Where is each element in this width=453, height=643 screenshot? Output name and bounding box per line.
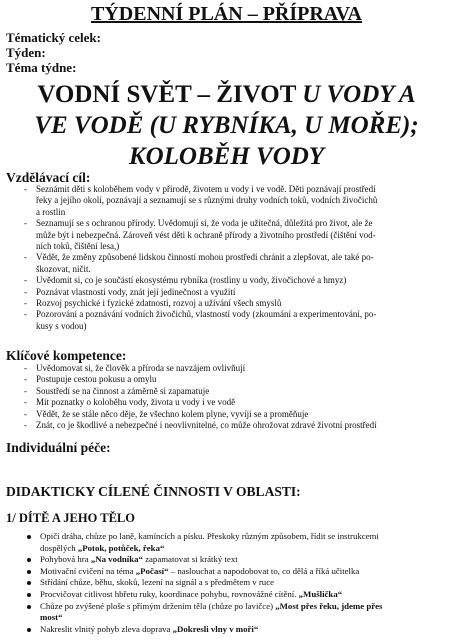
individual-care-heading: Individuální péče:: [6, 440, 111, 455]
list-item-text: Uvědomovat si, že člověk a příroda se navzájem ovlivňují: [36, 363, 246, 373]
list-item-text: Znát, co je škodlivé a nebezpečné i neovlivnitelné, co může ohrožovat zdravé životní prostředí: [36, 420, 377, 431]
list-item-text: Střídání chůze, běhu, skoků, lezení na signál a s předmětem v ruce: [40, 577, 275, 588]
bullet-icon: [27, 535, 31, 539]
bullet-icon: [27, 581, 31, 585]
topic-line-3: [0, 141, 453, 172]
didactic-activities-heading: DIDAKTICKY CÍLENÉ ČINNOSTI V OBLASTI:: [6, 484, 301, 499]
topic-label: Téma týdne:: [6, 60, 77, 75]
list-item-bold: „Počasí“: [135, 565, 169, 576]
list-item: - Postupuje cestou pokusu a omylu: [24, 374, 157, 385]
list-item: - Rozvoj psychické i fyzické zdatnosti, rozvoj a užívání všech smyslů: [24, 298, 282, 309]
list-item: [0, 589, 453, 601]
educational-goal-list: [0, 184, 453, 332]
bullet-icon: [27, 558, 31, 562]
list-item-text: Chůze po zvýšené ploše s přímým držením těla (chůze po lavičce): [40, 600, 276, 611]
list-item-text: Seznamují se s ochranou přírody. Uvědomují si, že voda je užitečná, důležitá pro život, ale že může být i nebezpečná. Zároveň vést děti k ochraně přírody a životního prostředí (čištění vod- ních toků, čištění lesa,): [36, 218, 376, 252]
document-title: TÝDENNÍ PLÁN – PŘÍPRAVA: [91, 3, 362, 25]
list-item: [0, 577, 453, 589]
list-item-text: Mít poznatky o koloběhu vody, života u vody i ve vodě: [36, 397, 236, 408]
list-item: - Soustředí se na činnost a záměrně si zapamatuje: [24, 385, 210, 396]
thematic-unit-label: Tématický celek:: [6, 30, 101, 45]
list-item: - Uvědomovat si, že člověk a příroda se navzájem ovlivňují: [24, 363, 246, 373]
child-body-heading: 1/ DÍTĚ A JEHO TĚLO: [6, 511, 135, 525]
list-item-text: Vědět, že změny způsobené lidskou činností mohou prostředí chránit a zlepšovat, ale také po- škozovat, ničit.: [36, 252, 374, 274]
bullet-icon: [27, 605, 31, 609]
list-item-text: Motivační cvičení na téma: [40, 565, 136, 576]
list-item-text: Vědět, že se stále něco děje, že všechno kolem plyne, vyvíjí se a proměňuje: [36, 408, 309, 419]
list-item-text-after: – naslouchat a napodobovat to, co dělá a říká učitelka: [168, 565, 360, 576]
list-item-text: Pohybová hra: [40, 554, 91, 565]
bullet-icon: [27, 593, 31, 597]
list-item: - Poznávat vlastnosti vody, znát její jedinečnost a využití: [24, 286, 236, 297]
list-item: - Seznámit děti s koloběhem vody v přírodě, životem u vody i ve vodě. Děti poznávají prostředí řeky a jejího okolí, poznávají a seznamují se s různými druhy vodních toků, vodních živočichů a rostlin: [24, 184, 378, 217]
topic-line-1-normal: VODNÍ SVĚT – ŽIVOT: [37, 81, 303, 108]
list-item-text: Rozvoj psychické i fyzické zdatnosti, rozvoj a užívání všech smyslů: [36, 298, 282, 309]
list-item: [0, 601, 453, 624]
list-item-bold: „Potok, potůček, řeka“: [77, 542, 165, 553]
list-item-text: Pozorování a poznávání vodních živočichů, vlastností vody (zkoumání a experimentování, po- kusy s vodou): [36, 309, 377, 331]
list-item: - Znát, co je škodlivé a nebezpečné i neovlivnitelné, co může ohrožovat zdravé životní prostředí: [24, 420, 377, 431]
list-item: [0, 531, 453, 554]
bullet-icon: [27, 628, 31, 632]
list-item-text-after: zapamatovat si krátký text: [142, 554, 238, 565]
list-item-text: Poznávat vlastnosti vody, znát její jedinečnost a využití: [36, 286, 236, 297]
list-item: [0, 624, 453, 636]
bullet-icon: [27, 570, 31, 574]
list-item-text: Procvičovat citlivost hbřetu ruky, koordinace pohybu, rovnovážné cítění.: [40, 588, 299, 599]
list-item: [0, 554, 453, 566]
list-item: - Mít poznatky o koloběhu vody, života u vody i ve vodě: [24, 397, 236, 408]
topic-line-1-italic: U VODY A: [302, 81, 416, 108]
topic-line-2: [0, 110, 453, 141]
topic-line-3-italic: KOLOBĚH VODY: [128, 143, 325, 170]
key-competences-heading: Klíčové kompetence:: [6, 348, 127, 363]
topic-line-1: [0, 79, 453, 110]
child-body-list: [0, 531, 453, 635]
list-item-text: Postupuje cestou pokusu a omylu: [36, 374, 157, 385]
list-item-text: Seznámit děti s koloběhem vody v přírodě, životem u vody i ve vodě. Děti poznávají prostředí řeky a jejího okolí, poznávají a seznamují se s různými druhy vodních toků, vodních živočichů a rostlin: [36, 184, 378, 217]
list-item: - Uvědomit si, co je součástí ekosystému rybníka (rostliny u vody, živočichové a hmyz): [24, 275, 347, 286]
list-item: [0, 566, 453, 578]
list-item-text: Soustředí se na činnost a záměrně si zapamatuje: [36, 385, 210, 396]
list-item-text: Opičí dráha, chůze po laně, kamíncích a písku. Přeskoky různým způsobem, řídit se instrukcemi dospělých: [40, 531, 379, 553]
list-item-bold: „Na vodníka“: [90, 554, 143, 565]
list-item-bold: „Dokresli vlny v moři“: [172, 623, 259, 634]
list-item-bold: „Most přes řeku, jdeme přes most“: [40, 600, 383, 623]
week-label: Týden:: [6, 45, 46, 60]
list-item-text: Nakreslit vlnitý pohyb zleva doprava: [40, 623, 173, 634]
educational-goal-heading: Vzdělávací cíl:: [6, 170, 91, 185]
list-item: - Seznamují se s ochranou přírody. Uvědomují si, že voda je užitečná, důležitá pro život, ale že může být i nebezpečná. Zároveň vést děti k ochraně přírody a životního prostředí (čištění vod- ních toků, čištění lesa,): [24, 218, 376, 252]
list-item-text: Uvědomit si, co je součástí ekosystému rybníka (rostliny u vody, živočichové a hmyz): [36, 275, 347, 286]
topic-line-2-italic: VE VODĚ (U RYBNÍKA, U MOŘE);: [34, 112, 419, 139]
list-item-bold: „Mušlička“: [298, 588, 343, 599]
key-competences-list: [0, 363, 453, 431]
list-item: - Pozorování a poznávání vodních živočichů, vlastností vody (zkoumání a experimentování, po- kusy s vodou): [24, 309, 377, 331]
list-item: - Vědět, že se stále něco děje, že všechno kolem plyne, vyvíjí se a proměňuje: [24, 408, 309, 419]
list-item: - Vědět, že změny způsobené lidskou činností mohou prostředí chránit a zlepšovat, ale také po- škozovat, ničit.: [24, 252, 374, 274]
